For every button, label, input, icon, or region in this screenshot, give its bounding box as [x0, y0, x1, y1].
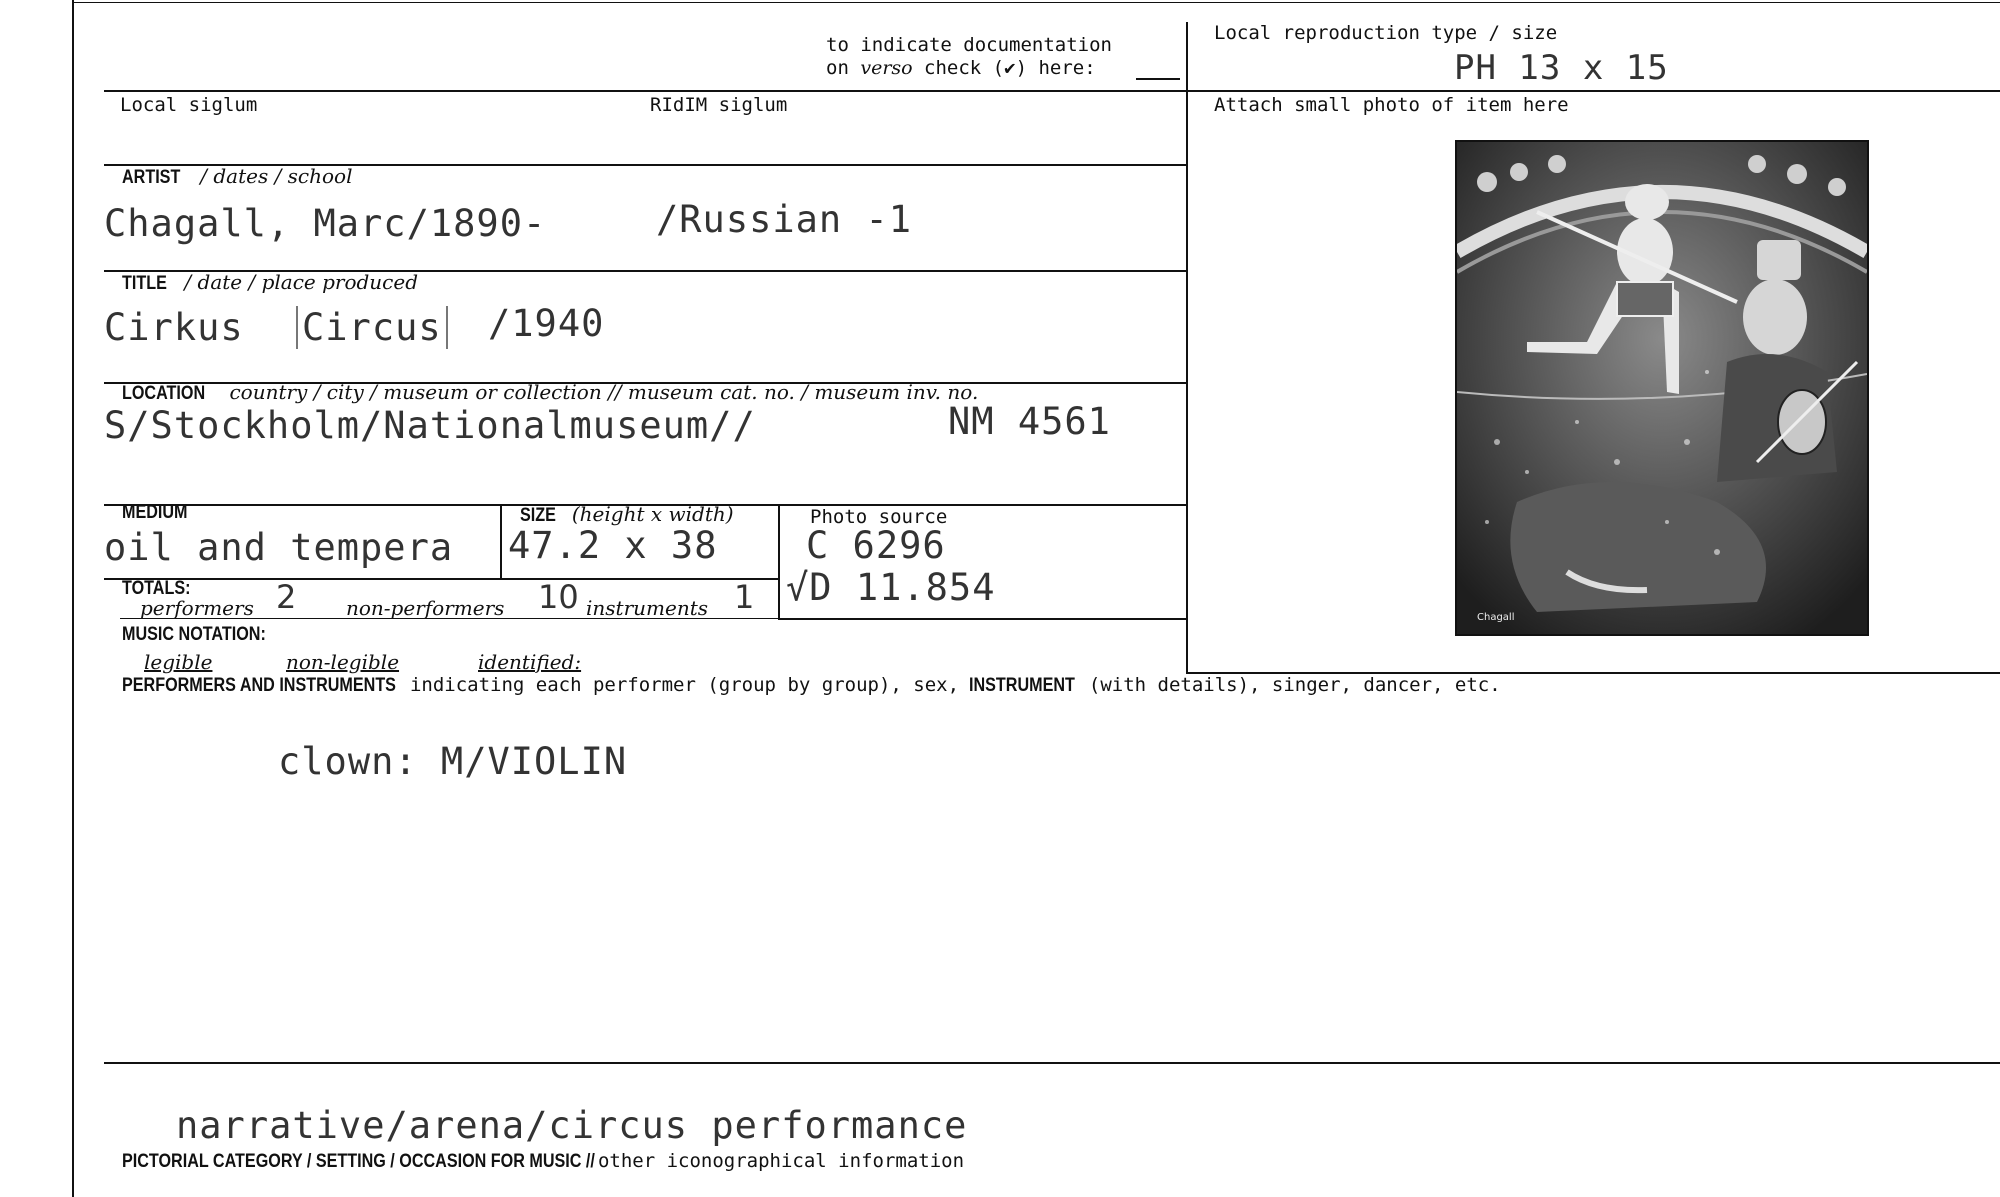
pictorial-value — [176, 1104, 967, 1147]
medium-label: MEDIUM — [122, 502, 188, 523]
location-value: S/Stockholm/Nationalmuseum// — [104, 404, 756, 447]
title-label-rest: / date / place produced — [184, 270, 419, 294]
title-label-caps: TITLE — [122, 273, 167, 294]
location-label — [122, 380, 978, 405]
artist-school-value: /Russian -1 — [656, 198, 913, 241]
title-value-original: Cirkus — [104, 306, 244, 349]
pictorial-performance: performance — [711, 1104, 968, 1147]
performers-divider — [104, 1062, 2000, 1064]
repro-value: PH 13 x 15 — [1454, 48, 1669, 88]
artist-label-caps: ARTIST — [122, 167, 181, 188]
artwork-image — [1457, 142, 1867, 634]
pictorial-arena: arena — [408, 1104, 526, 1147]
size-label-caps: SIZE — [520, 505, 556, 526]
doc-note-here: ) here: — [1015, 57, 1096, 79]
notation-legible: legible — [144, 650, 213, 674]
performers-label — [122, 674, 1501, 697]
doc-note-line1: to indicate documentation — [826, 34, 1112, 56]
performers-label-rest-b: (with details), singer, dancer, etc. — [1088, 674, 1501, 696]
size-value: 47.2 x 38 — [508, 524, 718, 567]
notation-non-legible: non-legible — [286, 650, 400, 674]
non-performers-label: non-performers — [346, 596, 505, 620]
right-column-divider — [1186, 22, 1188, 672]
pictorial-circus: /circus — [525, 1104, 689, 1147]
header-divider — [104, 90, 2000, 92]
artist-label — [122, 164, 353, 189]
check-mark-icon: ✔ — [1004, 57, 1016, 79]
verso-check-blank — [1136, 78, 1180, 80]
artwork-photo — [1455, 140, 1869, 636]
doc-note-line2 — [826, 57, 1096, 79]
pictorial-narrative: narrative/ — [176, 1104, 409, 1147]
size-label-rest: (height x width) — [571, 502, 734, 526]
ridim-siglum-label: RIdIM siglum — [650, 94, 788, 116]
artist-label-rest: / dates / school — [200, 164, 353, 188]
performers-label-caps2: INSTRUMENT — [968, 675, 1075, 696]
medium-divider — [104, 578, 780, 580]
artwork-signature: Chagall — [1477, 612, 1515, 623]
music-notation-label: MUSIC NOTATION: — [122, 624, 266, 645]
artist-name-value: Chagall, Marc/1890- — [104, 202, 547, 245]
photo-source-bottom — [778, 618, 1186, 620]
pictorial-label — [122, 1150, 964, 1173]
card-top-edge — [72, 2, 2000, 3]
photo-source-value1: C 6296 — [806, 524, 946, 567]
card-left-edge — [72, 0, 74, 1197]
title-date-value: /1940 — [488, 302, 605, 345]
performers-value: 2 — [276, 578, 297, 616]
instruments-value: 1 — [734, 578, 755, 616]
repro-label: Local reproduction type / size — [1214, 22, 1558, 44]
performers-value: clown: M/VIOLIN — [278, 740, 628, 783]
doc-note-check-text: check ( — [924, 57, 1005, 79]
size-photo-divider — [778, 504, 780, 620]
totals-label: TOTALS: — [122, 578, 191, 599]
photo-area-label: Attach small photo of item here — [1214, 94, 1569, 116]
pictorial-label-rest: other iconographical information — [597, 1150, 965, 1172]
photo-source-label: Photo source — [810, 506, 948, 528]
local-siglum-label: Local siglum — [120, 94, 258, 116]
location-inv-no: NM 4561 — [948, 400, 1111, 443]
non-performers-value: 10 — [538, 578, 579, 616]
pictorial-label-caps: PICTORIAL CATEGORY / SETTING / OCCASION FOR MUSIC // — [122, 1151, 595, 1172]
performers-label-caps: PERFORMERS AND INSTRUMENTS — [122, 675, 396, 696]
doc-note-verso: verso — [860, 57, 913, 79]
medium-value: oil and tempera — [104, 526, 454, 569]
title-label — [122, 270, 418, 295]
photo-source-value2: √D 11.854 — [786, 566, 996, 609]
title-value-translation: Circus — [296, 306, 448, 349]
performers-label: performers — [140, 596, 254, 620]
notation-identified: identified: — [478, 650, 582, 674]
location-label-caps: LOCATION — [122, 383, 206, 404]
instruments-label: instruments — [586, 596, 709, 620]
doc-note-on: on — [826, 57, 849, 79]
performers-label-rest-a: indicating each performer (group by group), sex, — [409, 674, 960, 696]
medium-size-divider — [500, 504, 502, 578]
location-label-rest: country / city / museum or collection // museum cat. no. / museum inv. no. — [229, 380, 979, 404]
